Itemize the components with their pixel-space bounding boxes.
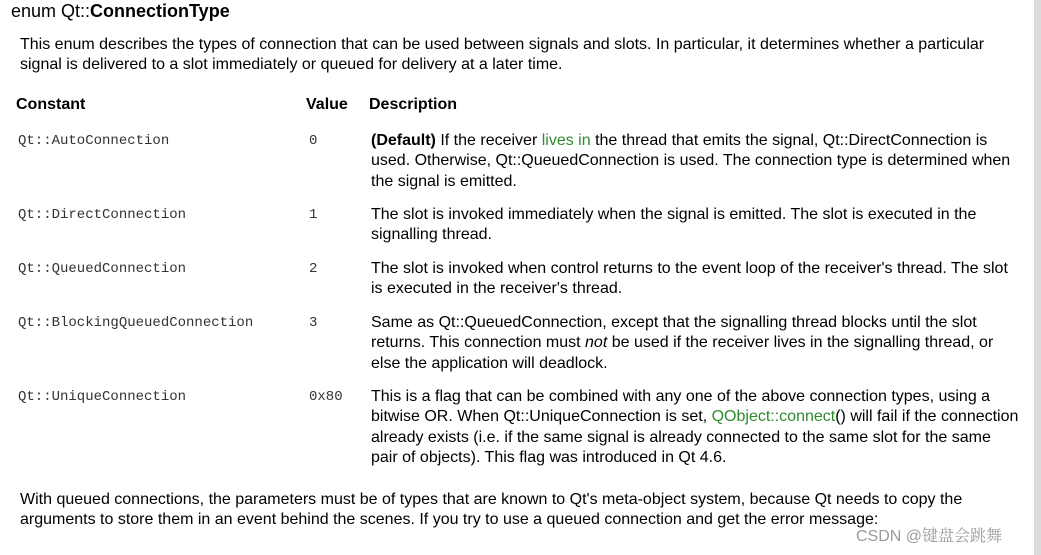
description-direct-connection: The slot is invoked immediately when the signal is emitted. The slot is executed in the signalling thread. [371,206,977,244]
constant-blocking-queued-connection: Qt::BlockingQueuedConnection [18,315,254,331]
title-enum-name: ConnectionType [90,1,230,21]
value-direct-connection: 1 [309,207,318,223]
value-blocking-queued-connection: 3 [309,315,318,331]
default-marker: (Default) [371,132,436,149]
constant-unique-connection: Qt::UniqueConnection [18,389,187,405]
intro-paragraph: This enum describes the types of connection that can be used between signals and slots. In particular, it determines whether a particular signal is delivered to a slot immediately or queued for delivery at a later time. [20,36,985,73]
lives-in-link[interactable]: lives in [541,132,591,149]
qobject-connect-link[interactable]: QObject::connect [711,408,836,426]
page-right-edge [1034,0,1041,555]
constant-queued-connection: Qt::QueuedConnection [18,261,187,277]
csdn-watermark: CSDN @键盘会跳舞 [856,528,1003,545]
value-queued-connection: 2 [309,261,318,277]
description-text: the thread that emits the signal, Qt::DirectConnection is used. Otherwise, Qt::QueuedConnection is used. The connection type is determined when the signal is emitted. [371,132,1011,190]
column-header-description: Description [369,96,458,113]
description-auto-connection [371,131,1019,192]
description-text: Same as Qt::QueuedConnection, except that the signalling thread blocks until the slot returns. This connection must [371,314,977,352]
emphasis-not: not [585,334,608,352]
description-text: be used if the receiver lives in the signalling thread, or else the application will deadlock. [371,334,994,372]
title-prefix: enum Qt:: [11,1,91,21]
value-auto-connection: 0 [309,133,318,149]
description-text: () will fail if the connection already exists (i.e. if the same signal is already connected to the same slot for the same pair of objects). This flag was introduced in Qt 4.6. [371,408,1019,466]
constant-direct-connection: Qt::DirectConnection [18,207,187,223]
page-title [11,0,230,22]
column-header-constant: Constant [16,96,86,113]
value-unique-connection: 0x80 [309,389,343,405]
constant-auto-connection: Qt::AutoConnection [18,133,170,149]
description-text: If the receiver [435,132,542,149]
description-blocking-queued-connection [371,313,1019,374]
description-text: This is a flag that can be combined with any one of the above connection types, using a bitwise OR. When Qt::UniqueConnection is set, [371,388,991,426]
description-unique-connection [371,387,1019,468]
description-queued-connection: The slot is invoked when control returns to the event loop of the receiver's thread. The slot is executed in the receiver's thread. [371,260,1008,298]
queued-connections-paragraph: With queued connections, the parameters must be of types that are known to Qt's meta-object system, because Qt needs to copy the arguments to store them in an event behind the scenes. If you try to use a queued connection and get the error message: [20,491,963,529]
column-header-value: Value [306,96,348,113]
